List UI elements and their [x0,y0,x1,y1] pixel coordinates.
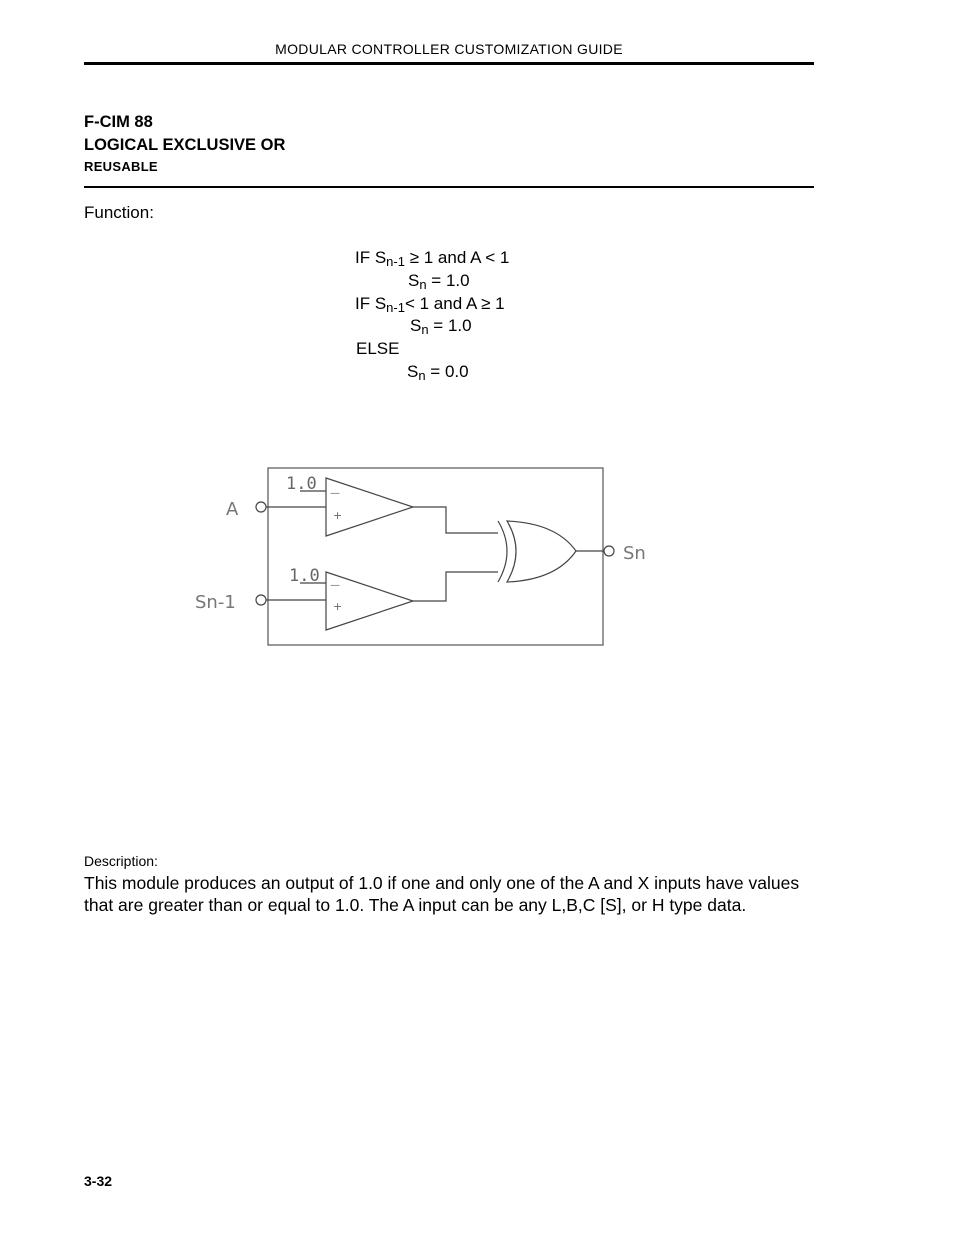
function-line-3 [355,294,505,314]
input-sn1-label: Sn-1 [195,592,236,613]
comparator-bottom-plus: + [333,600,343,613]
output-terminal [604,546,614,556]
function-line-6-prefix: S [407,362,419,381]
function-line-4 [410,316,472,336]
xor-gate-extra-arc [498,521,507,582]
page-number: 3-32 [84,1173,113,1189]
xor-gate [507,521,576,582]
comparator-top-plus: + [333,509,343,522]
reference-bottom-label: 1.0 [289,566,320,586]
module-boundary-box [268,468,603,645]
output-sn-label: Sn [623,543,646,564]
header-rule [84,62,814,65]
description-label: Description: [84,853,158,869]
function-line-4-suffix: = 1.0 [428,316,472,335]
comparator-bottom-minus: — [330,580,340,591]
section-rule [84,186,814,188]
module-type: REUSABLE [84,159,158,174]
running-header: MODULAR CONTROLLER CUSTOMIZATION GUIDE [275,41,623,57]
comparator-top-to-xor-wire [413,507,498,533]
comparator-bottom-to-xor-wire [413,572,498,601]
function-line-2-prefix: S [408,271,420,290]
function-line-4-prefix: S [410,316,422,335]
comparator-top [326,478,413,536]
function-line-1 [355,248,509,268]
function-line-6-sub: n [418,368,426,383]
function-line-6-suffix: = 0.0 [425,362,469,381]
function-line-3-prefix: IF S [355,294,387,313]
module-name: LOGICAL EXCLUSIVE OR [84,136,286,154]
function-line-5: ELSE [356,339,400,358]
function-line-3-sub: n-1 [386,300,405,315]
function-label: Function: [84,203,154,222]
description-text: This module produces an output of 1.0 if one and only one of the A and X inputs have values that are greater than or equal to 1.0. The A input can be any L,B,C [S], or H type data. [84,873,800,915]
function-line-3-suffix: < 1 and A ≥ 1 [404,294,505,313]
function-line-6 [407,362,469,382]
input-sn1-terminal [256,595,266,605]
module-id: F-CIM 88 [84,113,153,131]
function-line-1-suffix: ≥ 1 and A < 1 [404,248,510,267]
reference-top-label: 1.0 [286,474,317,494]
input-a-terminal [256,502,266,512]
function-line-4-sub: n [421,322,429,337]
function-line-2-sub: n [419,277,427,292]
comparator-top-minus: — [330,488,340,499]
input-a-label: A [226,499,239,520]
function-line-2-suffix: = 1.0 [426,271,470,290]
function-line-2 [408,271,470,291]
xor-logic-diagram [190,460,660,655]
function-line-1-sub: n-1 [386,254,405,269]
function-line-1-prefix: IF S [355,248,387,267]
